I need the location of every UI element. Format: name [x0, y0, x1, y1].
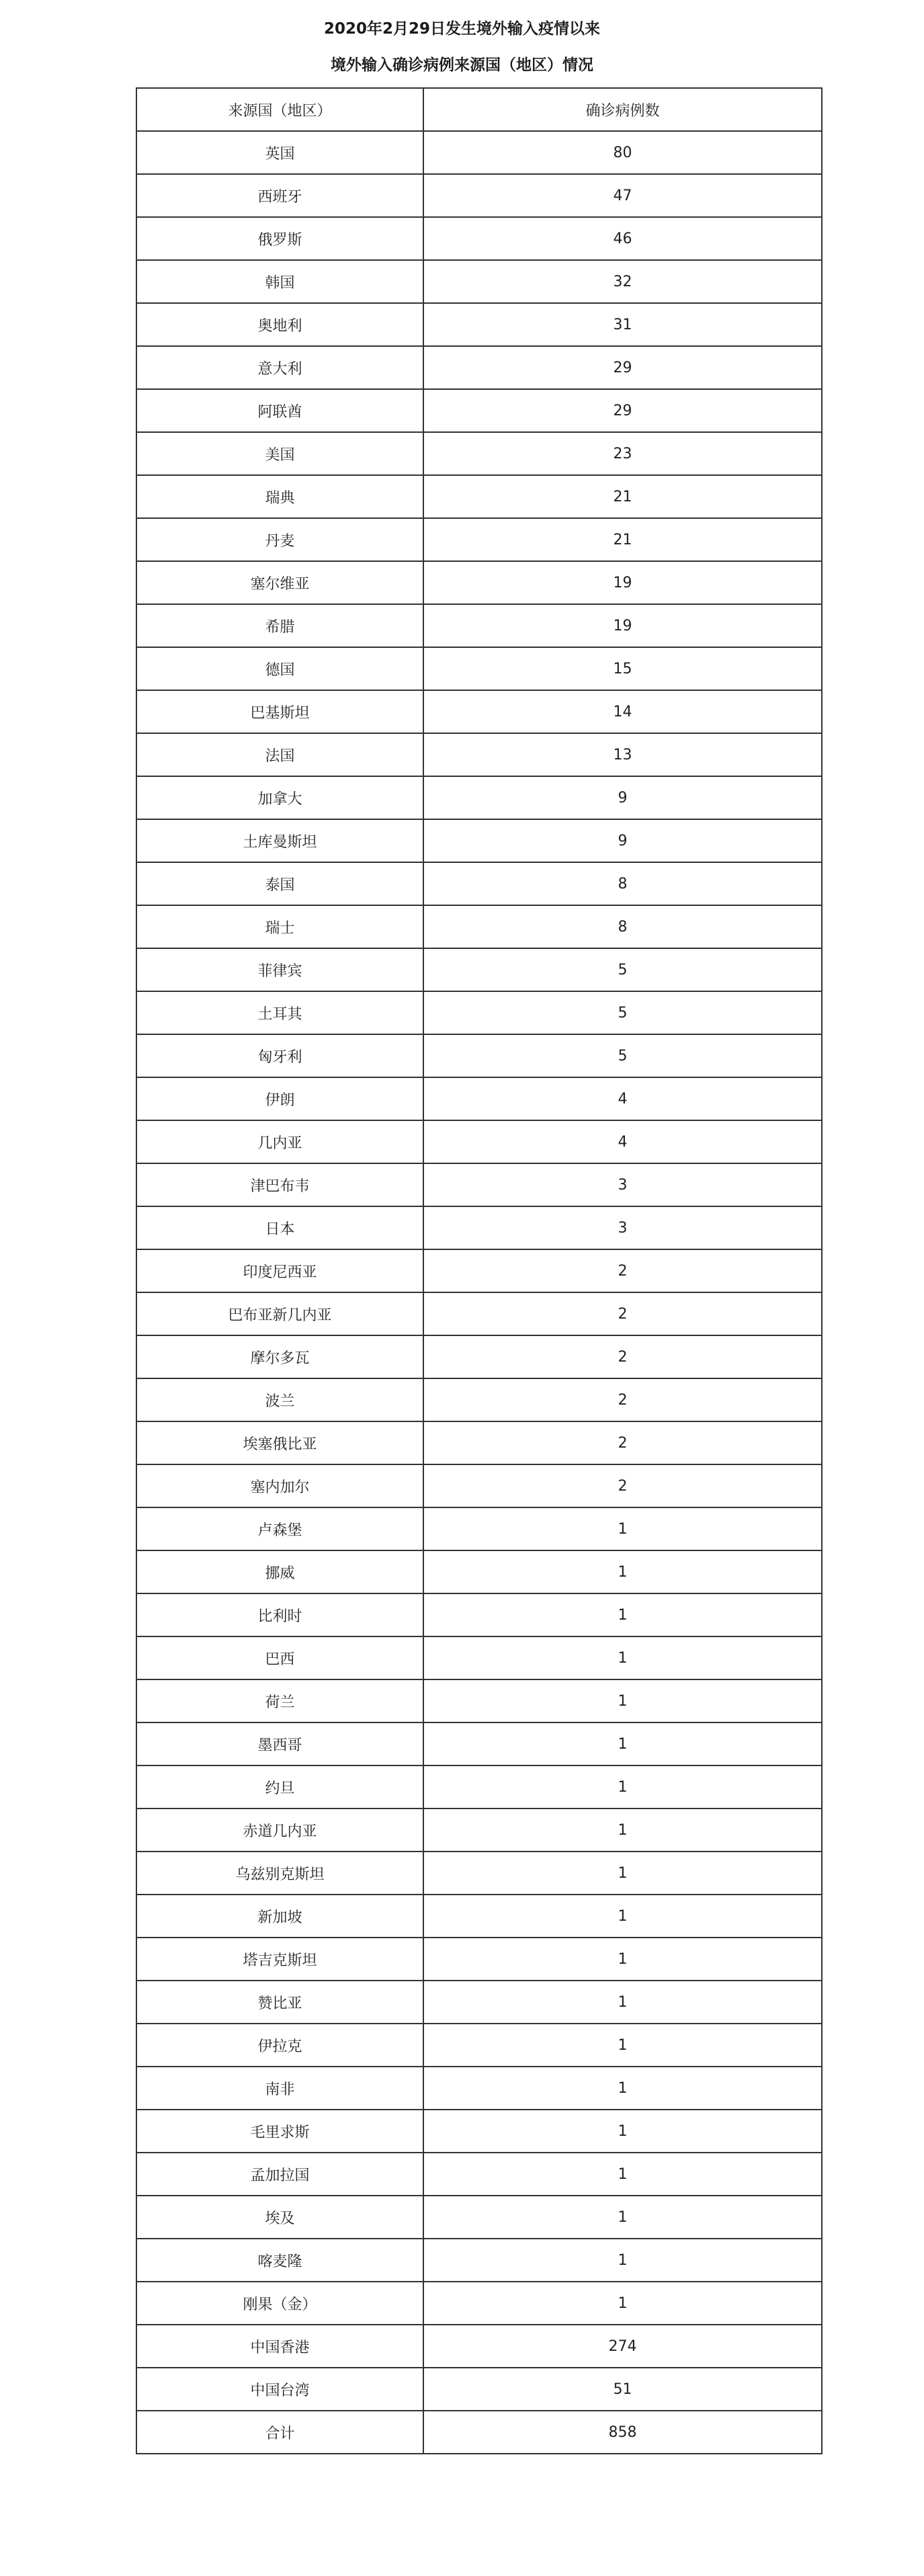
- column-header-count: 确诊病例数: [423, 88, 822, 131]
- origin-cell: 加拿大: [136, 776, 423, 819]
- count-cell: 2: [423, 1421, 822, 1464]
- table-row: [136, 2067, 822, 2110]
- column-header-origin: 来源国（地区）: [136, 88, 423, 131]
- table-row: [136, 2196, 822, 2239]
- table-row: [136, 1895, 822, 1938]
- count-cell: 1: [423, 1895, 822, 1938]
- count-cell: 1: [423, 1809, 822, 1852]
- count-cell: 31: [423, 303, 822, 346]
- table-row: [136, 733, 822, 776]
- origin-cell: 卢森堡: [136, 1507, 423, 1550]
- origin-cell: 埃及: [136, 2196, 423, 2239]
- origin-cell: 泰国: [136, 862, 423, 905]
- origin-cell: 津巴布韦: [136, 1163, 423, 1206]
- origin-cell: 巴基斯坦: [136, 690, 423, 733]
- origin-cell: 菲律宾: [136, 948, 423, 991]
- table-row: [136, 346, 822, 389]
- count-cell: 1: [423, 1938, 822, 1981]
- count-cell: 14: [423, 690, 822, 733]
- table-row: [136, 2282, 822, 2325]
- origin-cell: 奥地利: [136, 303, 423, 346]
- count-cell: 1: [423, 2196, 822, 2239]
- count-cell: 9: [423, 819, 822, 862]
- origin-cell: 希腊: [136, 604, 423, 647]
- table-row: [136, 1722, 822, 1765]
- origin-cell: 孟加拉国: [136, 2153, 423, 2196]
- origin-cell: 伊拉克: [136, 2024, 423, 2067]
- table-row: [136, 2368, 822, 2411]
- count-cell: 51: [423, 2368, 822, 2411]
- count-cell: 1: [423, 2239, 822, 2282]
- count-cell: 80: [423, 131, 822, 174]
- origin-cell: 阿联酋: [136, 389, 423, 432]
- origin-cell: 塔吉克斯坦: [136, 1938, 423, 1981]
- table-row: [136, 1507, 822, 1550]
- count-cell: 1: [423, 1593, 822, 1636]
- count-cell: 9: [423, 776, 822, 819]
- count-cell: 1: [423, 2024, 822, 2067]
- table-row: [136, 1206, 822, 1249]
- count-cell: 4: [423, 1077, 822, 1120]
- origin-cell: 中国台湾: [136, 2368, 423, 2411]
- table-row: [136, 1809, 822, 1852]
- origin-cell: 匈牙利: [136, 1034, 423, 1077]
- count-cell: 1: [423, 1636, 822, 1679]
- origin-cell: 塞尔维亚: [136, 561, 423, 604]
- count-cell: 21: [423, 475, 822, 518]
- count-cell: 858: [423, 2411, 822, 2454]
- origin-cell: 比利时: [136, 1593, 423, 1636]
- count-cell: 29: [423, 346, 822, 389]
- table-row: [136, 1034, 822, 1077]
- count-cell: 1: [423, 2110, 822, 2153]
- count-cell: 3: [423, 1163, 822, 1206]
- count-cell: 2: [423, 1335, 822, 1378]
- origin-cell: 伊朗: [136, 1077, 423, 1120]
- table-row: [136, 2325, 822, 2368]
- table-row: [136, 647, 822, 690]
- count-cell: 19: [423, 561, 822, 604]
- count-cell: 3: [423, 1206, 822, 1249]
- count-cell: 1: [423, 1981, 822, 2024]
- origin-cell: 丹麦: [136, 518, 423, 561]
- table-row: [136, 2153, 822, 2196]
- page-subtitle: 境外输入确诊病例来源国（地区）情况: [331, 56, 593, 74]
- origin-cell: 巴布亚新几内亚: [136, 1292, 423, 1335]
- origin-cell: 埃塞俄比亚: [136, 1421, 423, 1464]
- origin-cell: 挪威: [136, 1550, 423, 1593]
- origin-cell: 瑞典: [136, 475, 423, 518]
- table-row: [136, 2024, 822, 2067]
- count-cell: 21: [423, 518, 822, 561]
- table-row: [136, 518, 822, 561]
- origin-cell: 赤道几内亚: [136, 1809, 423, 1852]
- count-cell: 5: [423, 991, 822, 1034]
- origin-cell: 塞内加尔: [136, 1464, 423, 1507]
- table-row: [136, 1163, 822, 1206]
- count-cell: 19: [423, 604, 822, 647]
- count-cell: 1: [423, 1507, 822, 1550]
- table-row: [136, 1464, 822, 1507]
- origin-cell: 土耳其: [136, 991, 423, 1034]
- table-row: [136, 690, 822, 733]
- count-cell: 2: [423, 1378, 822, 1421]
- origin-cell: 意大利: [136, 346, 423, 389]
- page-title: 2020年2月29日发生境外输入疫情以来: [323, 20, 601, 38]
- origin-cell: 土库曼斯坦: [136, 819, 423, 862]
- count-cell: 15: [423, 647, 822, 690]
- origin-cell: 法国: [136, 733, 423, 776]
- table-row: [136, 1765, 822, 1809]
- count-cell: 2: [423, 1249, 822, 1292]
- table-row: [136, 604, 822, 647]
- count-cell: 1: [423, 1722, 822, 1765]
- count-cell: 8: [423, 862, 822, 905]
- origin-cell: 韩国: [136, 260, 423, 303]
- table-row: [136, 131, 822, 174]
- origin-cell: 巴西: [136, 1636, 423, 1679]
- table-row: [136, 2239, 822, 2282]
- count-cell: 5: [423, 1034, 822, 1077]
- origin-cell: 合计: [136, 2411, 423, 2454]
- table-row: [136, 432, 822, 475]
- count-cell: 1: [423, 2067, 822, 2110]
- origin-cell: 印度尼西亚: [136, 1249, 423, 1292]
- table-row: [136, 819, 822, 862]
- count-cell: 23: [423, 432, 822, 475]
- origin-cell: 中国香港: [136, 2325, 423, 2368]
- table-row: [136, 1938, 822, 1981]
- count-cell: 46: [423, 217, 822, 260]
- table-row: [136, 1593, 822, 1636]
- table-row: [136, 174, 822, 217]
- table-row: [136, 389, 822, 432]
- table-row: [136, 948, 822, 991]
- origin-cell: 几内亚: [136, 1120, 423, 1163]
- table-row: [136, 475, 822, 518]
- table-row: [136, 1077, 822, 1120]
- origin-cell: 约旦: [136, 1765, 423, 1809]
- origin-cell: 毛里求斯: [136, 2110, 423, 2153]
- table-row: [136, 260, 822, 303]
- origin-cell: 摩尔多瓦: [136, 1335, 423, 1378]
- table-row: [136, 1981, 822, 2024]
- table-row: [136, 303, 822, 346]
- origin-cell: 南非: [136, 2067, 423, 2110]
- origin-cell: 美国: [136, 432, 423, 475]
- table-row: [136, 1335, 822, 1378]
- table-row: [136, 1550, 822, 1593]
- count-cell: 274: [423, 2325, 822, 2368]
- count-cell: 8: [423, 905, 822, 948]
- origin-cell: 德国: [136, 647, 423, 690]
- table-row: [136, 905, 822, 948]
- origin-cell: 刚果（金）: [136, 2282, 423, 2325]
- count-cell: 2: [423, 1292, 822, 1335]
- count-cell: 2: [423, 1464, 822, 1507]
- origin-cell: 荷兰: [136, 1679, 423, 1722]
- cases-table: [136, 87, 823, 2454]
- table-row: [136, 862, 822, 905]
- table-header-row: [136, 88, 822, 131]
- table-row: [136, 991, 822, 1034]
- origin-cell: 日本: [136, 1206, 423, 1249]
- count-cell: 5: [423, 948, 822, 991]
- table-row: [136, 217, 822, 260]
- table-row: [136, 1852, 822, 1895]
- table-row: [136, 1636, 822, 1679]
- table-row: [136, 2411, 822, 2454]
- table-row: [136, 561, 822, 604]
- table-row: [136, 1679, 822, 1722]
- origin-cell: 喀麦隆: [136, 2239, 423, 2282]
- origin-cell: 墨西哥: [136, 1722, 423, 1765]
- count-cell: 47: [423, 174, 822, 217]
- count-cell: 1: [423, 1852, 822, 1895]
- table-row: [136, 1421, 822, 1464]
- count-cell: 13: [423, 733, 822, 776]
- count-cell: 4: [423, 1120, 822, 1163]
- table-row: [136, 1120, 822, 1163]
- count-cell: 1: [423, 1765, 822, 1809]
- table-row: [136, 776, 822, 819]
- origin-cell: 瑞士: [136, 905, 423, 948]
- count-cell: 32: [423, 260, 822, 303]
- table-row: [136, 1249, 822, 1292]
- table-body: [136, 131, 822, 2454]
- count-cell: 1: [423, 2282, 822, 2325]
- count-cell: 1: [423, 1550, 822, 1593]
- table-row: [136, 1378, 822, 1421]
- origin-cell: 乌兹别克斯坦: [136, 1852, 423, 1895]
- origin-cell: 西班牙: [136, 174, 423, 217]
- origin-cell: 新加坡: [136, 1895, 423, 1938]
- count-cell: 1: [423, 2153, 822, 2196]
- origin-cell: 波兰: [136, 1378, 423, 1421]
- table-row: [136, 2110, 822, 2153]
- origin-cell: 赞比亚: [136, 1981, 423, 2024]
- table-row: [136, 1292, 822, 1335]
- count-cell: 29: [423, 389, 822, 432]
- origin-cell: 英国: [136, 131, 423, 174]
- count-cell: 1: [423, 1679, 822, 1722]
- origin-cell: 俄罗斯: [136, 217, 423, 260]
